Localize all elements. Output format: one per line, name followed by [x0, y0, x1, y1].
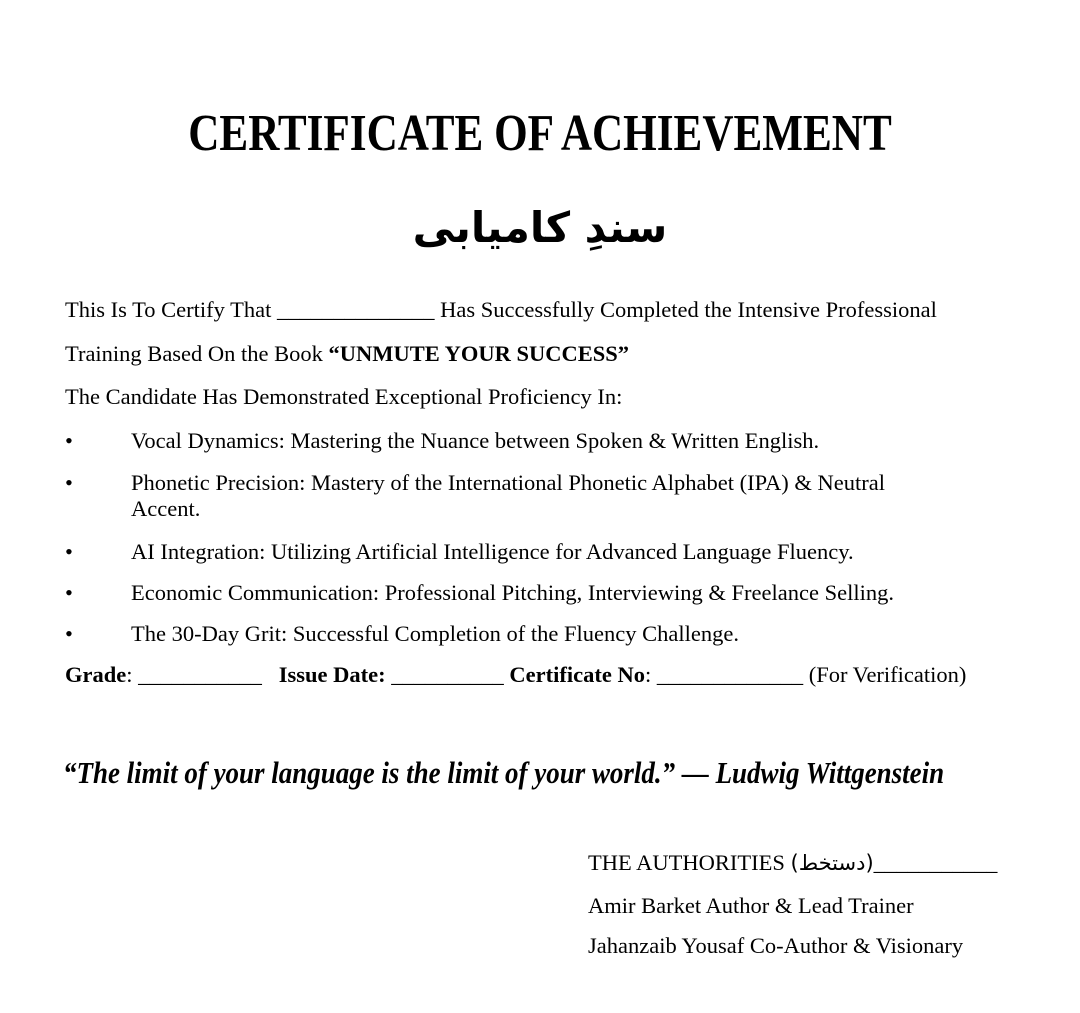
bullet-text: AI Integration: Utilizing Artificial Intelligence for Advanced Language Fluency. [131, 539, 854, 564]
grade-label: Grade [65, 662, 127, 687]
certificate-title: CERTIFICATE OF ACHIEVEMENT [188, 105, 892, 162]
name-blank: ______________ [276, 297, 435, 322]
intro-line [65, 297, 937, 323]
certificate-no-blank: : _____________ [644, 662, 809, 687]
book-title: “UNMUTE YOUR SUCCESS” [328, 341, 630, 366]
authority-name-author: Amir Barket Author & Lead Trainer [588, 893, 914, 918]
grade-blank: : ___________ [126, 662, 279, 687]
quote-line: “The limit of your language is the limit of your world.” — Ludwig Wittgenstein [63, 755, 945, 790]
bullet-glyph: • [65, 621, 73, 646]
bullet-text: Vocal Dynamics: Mastering the Nuance between Spoken & Written English. [131, 428, 820, 453]
certificate-no-label: Certificate No [509, 662, 645, 687]
bullet-glyph: • [65, 580, 73, 605]
bullet-text: Economic Communication: Professional Pitching, Interviewing & Freelance Selling. [131, 580, 894, 605]
proficiency-line: The Candidate Has Demonstrated Exceptional Proficiency In: [65, 384, 623, 409]
bullet-item-vocal-dynamics [65, 428, 819, 454]
issue-date-label: Issue Date: [278, 662, 386, 687]
signature-blank: ___________ [873, 850, 998, 875]
authorities-heading [588, 850, 997, 876]
signature-label: (دستخط) [790, 851, 874, 875]
bullet-item-ai-integration [65, 539, 854, 565]
bullet-glyph: • [65, 539, 73, 564]
issue-date-blank: __________ [385, 662, 510, 687]
intro-suffix: Has Successfully Completed the Intensive Professional [434, 297, 937, 322]
bullet-item-30-day-grit [65, 621, 739, 647]
book-line [65, 341, 629, 367]
bullet-glyph: • [65, 428, 73, 453]
urdu-title: سندِ کامیابی [412, 203, 668, 252]
authority-name-co-author: Jahanzaib Yousaf Co-Author & Visionary [588, 933, 964, 958]
intro-prefix: This Is To Certify That [65, 297, 277, 322]
bullet-glyph: • [65, 470, 73, 495]
bullet-item-phonetic-precision [65, 470, 885, 496]
book-line-prefix: Training Based On the Book [65, 341, 329, 366]
bullet-text-continuation: Accent. [131, 496, 201, 521]
verification-note: (For Verification) [808, 662, 967, 687]
bullet-text: Phonetic Precision: Mastery of the International Phonetic Alphabet (IPA) & Neutral [131, 470, 886, 495]
authorities-label: THE AUTHORITIES [588, 850, 791, 875]
bullet-text: The 30-Day Grit: Successful Completion of the Fluency Challenge. [131, 621, 739, 646]
bullet-item-economic-communication [65, 580, 894, 606]
fields-line [65, 662, 966, 688]
